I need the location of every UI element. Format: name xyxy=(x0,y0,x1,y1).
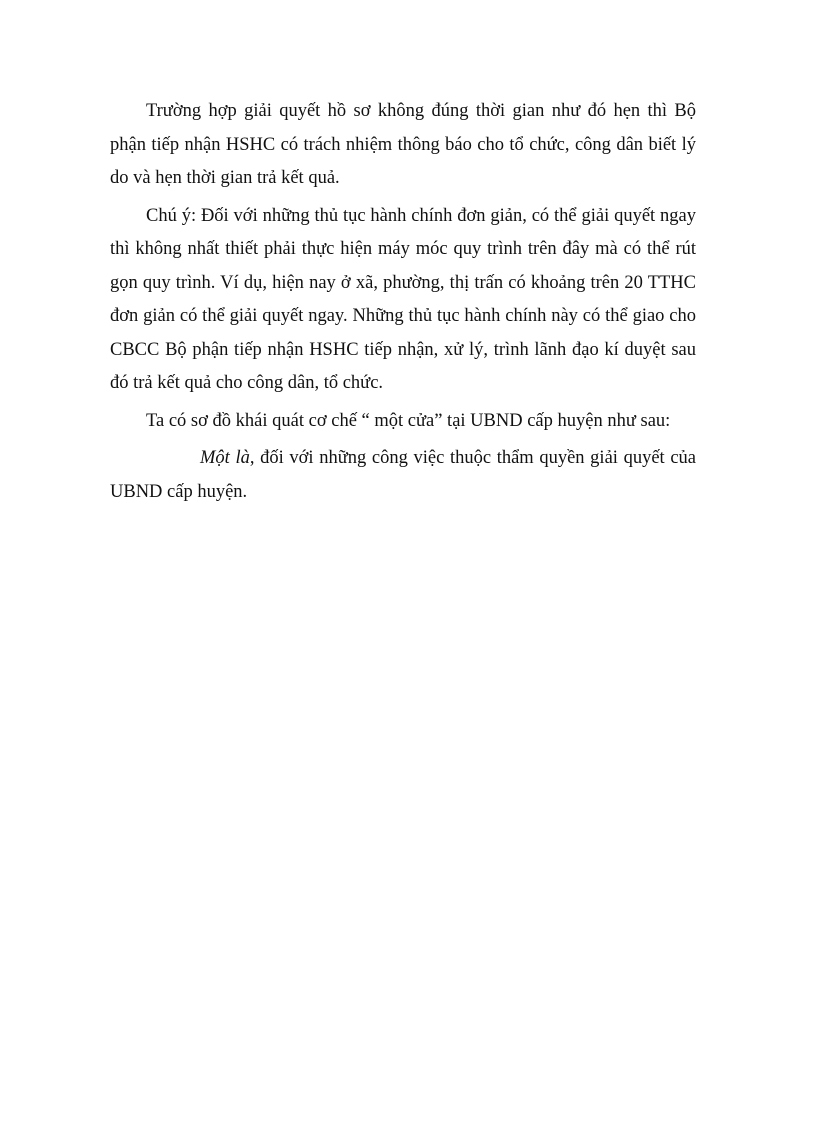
document-body xyxy=(110,95,696,513)
paragraph-diagram-intro: Ta có sơ đồ khái quát cơ chế “ một cửa” tại UBND cấp huyện như sau: xyxy=(146,410,671,431)
paragraph-item-one xyxy=(110,442,696,509)
paragraph-deadline-notice: Trường hợp giải quyết hồ sơ không đúng thời gian như đó hẹn thì Bộ phận tiếp nhận HSHC có trách nhiệm thông báo cho tổ chức, công dân biết lý do và hẹn thời gian trả kết quả. xyxy=(110,101,696,188)
item-one-text: , đối với những công việc thuộc thẩm quyền giải quyết của UBND cấp huyện. xyxy=(110,448,696,502)
paragraph-note-simple-procedures: Chú ý: Đối với những thủ tục hành chính đơn giản, có thể giải quyết ngay thì không nhất thiết phải thực hiện máy móc quy trình trên đây mà có thể rút gọn quy trình. Ví dụ, hiện nay ở xã, phường, thị trấn có khoảng trên 20 TTHC đơn giản có thể giải quyết ngay. Những thủ tục hành chính này có thể giao cho CBCC Bộ phận tiếp nhận HSHC tiếp nhận, xử lý, trình lãnh đạo kí duyệt sau đó trả kết quả cho công dân, tổ chức. xyxy=(110,205,696,393)
item-one-lead: Một là xyxy=(200,448,250,468)
